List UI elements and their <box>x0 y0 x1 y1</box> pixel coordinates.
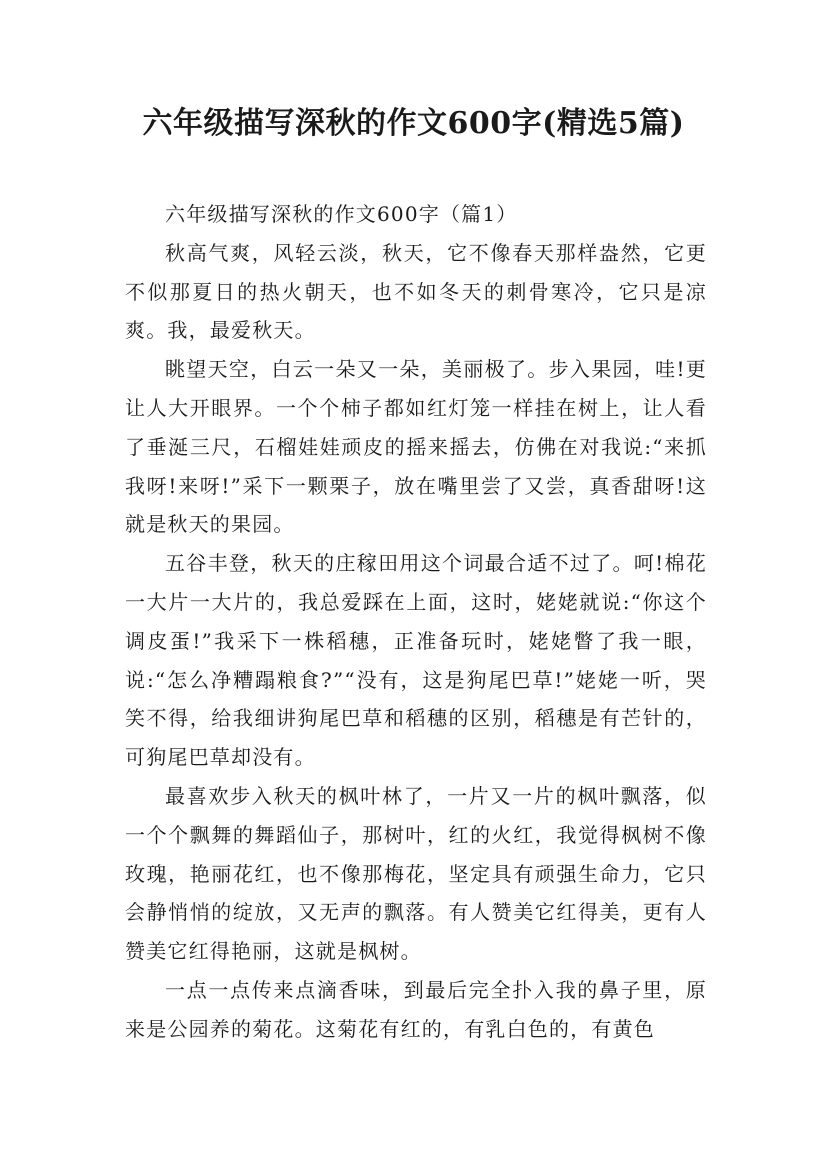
paragraph: 五谷丰登，秋天的庄稼田用这个词最合适不过了。呵!棉花一大片一大片的，我总爱踩在上面，这时，姥姥就说:“你这个调皮蛋!”我采下一株稻穗，正准备玩时，姥姥瞥了我一眼，说:“怎么净糟蹋粮食?”“没有，这是狗尾巴草!”姥姥一听，哭笑不得，给我细讲狗尾巴草和稻穗的区别，稻穗是有芒针的，可狗尾巴草却没有。 <box>125 551 707 770</box>
section-heading: 六年级描写深秋的作文600字（篇1） <box>165 202 518 226</box>
paragraph: 眺望天空，白云一朵又一朵，美丽极了。步入果园，哇!更让人大开眼界。一个个柿子都如红灯笼一样挂在树上，让人看了垂涎三尺，石榴娃娃顽皮的摇来摇去，仿佛在对我说:“来抓我呀!来呀!”采下一颗栗子，放在嘴里尝了又尝，真香甜呀!这就是秋天的果园。 <box>125 357 707 537</box>
paragraph: 秋高气爽，风轻云淡，秋天，它不像春天那样盎然，它更不似那夏日的热火朝天，也不如冬天的刺骨寒冷，它只是凉爽。我，最爱秋天。 <box>125 240 707 343</box>
paragraph: 最喜欢步入秋天的枫叶林了，一片又一片的枫叶飘落，似一个个飘舞的舞蹈仙子，那树叶，红的火红，我觉得枫树不像玫瑰，艳丽花红，也不像那梅花，坚定具有顽强生命力，它只会静悄悄的绽放，又无声的飘落。有人赞美它红得美，更有人赞美它红得艳丽，这就是枫树。 <box>125 783 707 964</box>
document-body <box>125 195 707 1049</box>
paragraph: 一点一点传来点滴香味，到最后完全扑入我的鼻子里，原来是公园养的菊花。这菊花有红的，有乳白色的，有黄色 <box>125 977 707 1041</box>
document-title: 六年级描写深秋的作文600字(精选5篇) <box>142 106 685 141</box>
